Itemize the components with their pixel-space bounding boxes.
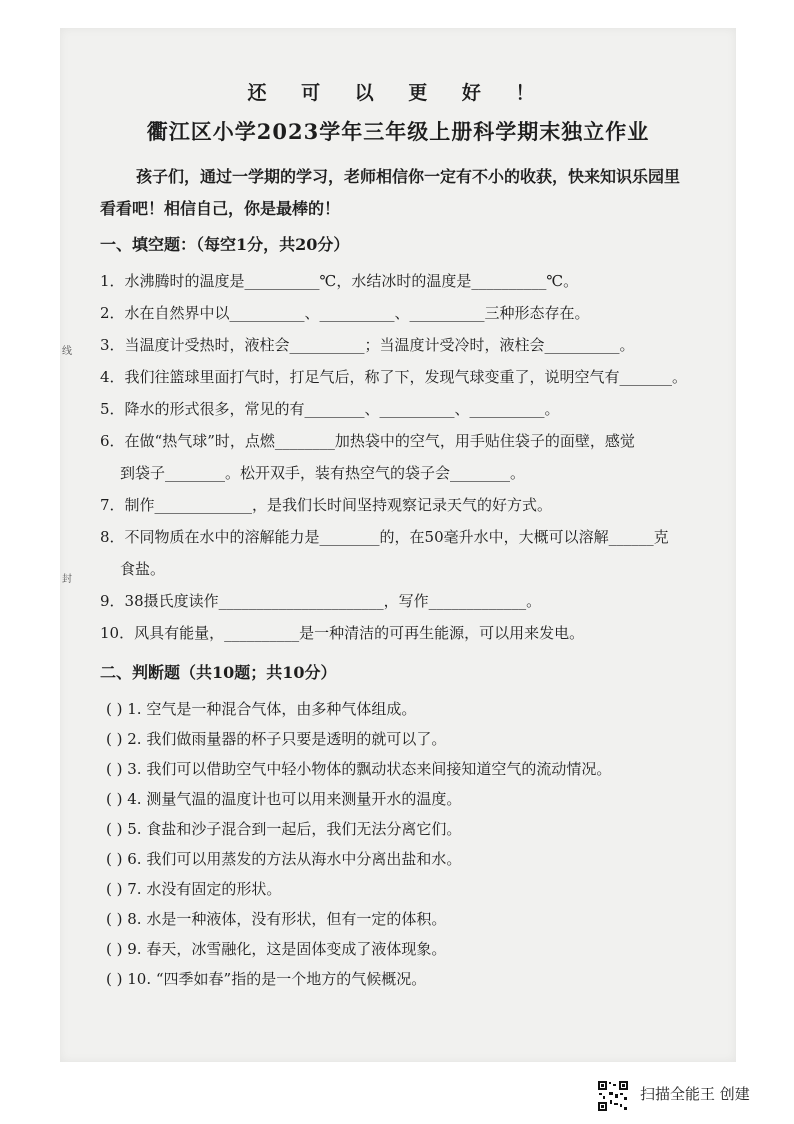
judge-item-1: ( ) 1. 空气是一种混合气体，由多种气体组成。 <box>106 700 417 718</box>
qr-code-icon <box>597 1080 629 1112</box>
section-2-heading: 二、判断题（共10题；共10分） <box>100 663 337 682</box>
section-1-heading: 一、填空题：（每空1分，共20分） <box>100 235 350 254</box>
judge-item-6: ( ) 6. 我们可以用蒸发的方法从海水中分离出盐和水。 <box>106 850 462 868</box>
fill-question-3: 3．当温度计受热时，液柱会__________；当温度计受冷时，液柱会__________。 <box>100 336 635 354</box>
intro-line-1: 孩子们，通过一学期的学习，老师相信你一定有不小的收获，快来知识乐园里 <box>136 167 681 186</box>
fill-question-7: 7．制作_____________，是我们长时间坚持观察记录天气的好方式。 <box>100 496 553 514</box>
judge-item-8: ( ) 8. 水是一种液体，没有形状，但有一定的体积。 <box>106 910 447 928</box>
judge-item-9: ( ) 9. 春天，冰雪融化，这是固体变成了液体现象。 <box>106 940 447 958</box>
fill-question-5: 5．降水的形式很多，常见的有________、__________、__________。 <box>100 400 560 418</box>
judge-item-7: ( ) 7. 水没有固定的形状。 <box>106 880 282 898</box>
fill-question-8-cont: 食盐。 <box>120 560 166 578</box>
intro-line-2: 看看吧！相信自己，你是最棒的！ <box>100 199 341 218</box>
judge-item-5: ( ) 5. 食盐和沙子混合到一起后，我们无法分离它们。 <box>106 820 462 838</box>
judge-item-3: ( ) 3. 我们可以借助空气中轻小物体的飘动状态来间接知道空气的流动情况。 <box>106 760 612 778</box>
footer-watermark: 扫描全能王 创建 <box>640 1085 750 1103</box>
fill-question-8: 8．不同物质在水中的溶解能力是________的，在50毫升水中，大概可以溶解______克 <box>100 528 669 546</box>
fill-question-9: 9．38摄氏度读作______________________，写作_____________。 <box>100 592 542 610</box>
fill-question-10: 10．风具有能量，__________是一种清洁的可再生能源，可以用来发电。 <box>100 624 585 642</box>
judge-item-10: ( ) 10. “四季如春”指的是一个地方的气候概况。 <box>106 970 427 988</box>
fill-question-6: 6．在做“热气球”时，点燃________加热袋中的空气，用手贴住袋子的面壁，感觉 <box>100 432 635 450</box>
fill-question-1: 1．水沸腾时的温度是__________℃，水结冰时的温度是__________℃。 <box>100 272 579 290</box>
exam-title: 衢江区小学2023学年三年级上册科学期末独立作业 <box>146 119 650 144</box>
header-slogan: 还 可 以 更 好 ！ <box>247 82 549 104</box>
fill-question-2: 2．水在自然界中以__________、__________、__________三种形态存在。 <box>100 304 590 322</box>
binding-mark: 线 <box>62 346 72 357</box>
fill-question-4: 4．我们往篮球里面打气时，打足气后，称了下，发现气球变重了，说明空气有_______。 <box>100 368 688 386</box>
judge-item-2: ( ) 2. 我们做雨量器的杯子只要是透明的就可以了。 <box>106 730 447 748</box>
fill-question-6-cont: 到袋子________。松开双手，装有热空气的袋子会________。 <box>120 464 526 482</box>
binding-mark: 封 <box>62 574 72 585</box>
judge-item-4: ( ) 4. 测量气温的温度计也可以用来测量开水的温度。 <box>106 790 462 808</box>
